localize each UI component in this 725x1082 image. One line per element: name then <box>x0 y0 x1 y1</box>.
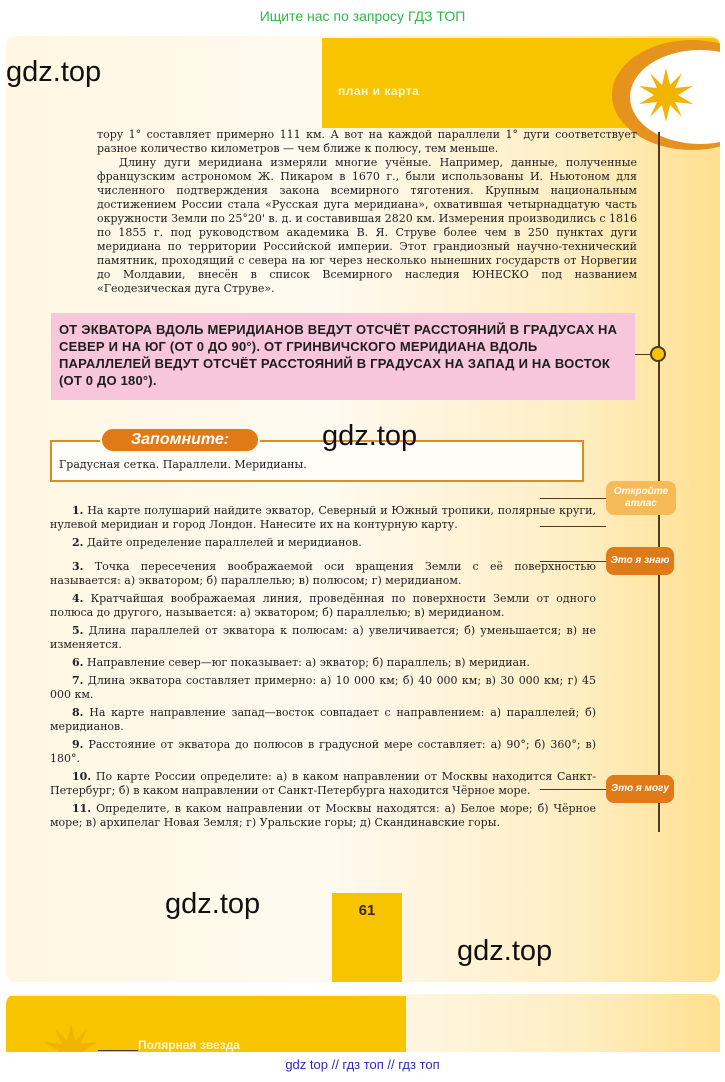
question-text: На карте направление запад—восток совпадает с направлением: а) параллелей; б) меридианов. <box>50 706 596 733</box>
question-number: 3. <box>72 560 84 573</box>
paragraph: тору 1° составляет примерно 111 км. А вот на каждой параллели 1° дуги соответствует разное количество километров — чем ближе к полюсу, тем меньше. <box>97 128 637 155</box>
section-title: план и карта <box>338 84 420 98</box>
sun-icon <box>44 1024 98 1054</box>
question-item <box>50 624 596 652</box>
question-text: Длина параллелей от экватора к полюсам: а) увеличивается; б) уменьшается; в) не изменяется. <box>50 624 596 651</box>
question-number: 9. <box>72 738 84 751</box>
i-can-tag: Это я могу <box>606 775 674 803</box>
question-item <box>50 674 596 702</box>
question-item <box>50 560 596 588</box>
question-text: Дайте определение параллелей и меридианов. <box>86 536 362 549</box>
next-page-connector <box>98 1050 138 1051</box>
search-hint-banner: Ищите нас по запросу ГДЗ ТОП <box>259 8 466 24</box>
question-text: Кратчайшая воображаемая линия, проведённая по поверхности Земли от одного полюса до другого, называется: а) экватором; б) параллелью; в) меридианом. <box>50 592 597 619</box>
question-number: 1. <box>72 504 84 517</box>
next-page-title: Полярная звезда <box>138 1038 240 1052</box>
question-text: Расстояние от экватора до полюсов в градусной мере составляет: а) 90°; б) 360°; в) 180°. <box>50 738 597 765</box>
question-item <box>50 592 596 620</box>
question-text: По карте России определите: а) в каком направлении от Москвы находится Санкт-Петербург; б) в каком направлении от Санкт-Петербурга находится Чёрное море. <box>50 770 596 797</box>
question-item <box>50 738 596 766</box>
body-text <box>97 128 637 296</box>
question-text: Направление север—юг показывает: а) экватор; б) параллель; в) меридиан. <box>86 656 530 669</box>
question-text: Точка пересечения воображаемой оси вращения Земли с её поверхностью называется: а) экватором; б) параллелью; в) полюсом; г) меридианом. <box>50 560 597 587</box>
rule-connector <box>635 354 651 355</box>
question-number: 8. <box>72 706 84 719</box>
question-item <box>50 706 596 734</box>
watermark: gdz.top <box>165 888 261 920</box>
question-item <box>50 536 596 550</box>
question-number: 10. <box>72 770 92 783</box>
question-number: 7. <box>72 674 84 687</box>
atlas-connector <box>540 498 608 499</box>
rule-box <box>51 313 635 400</box>
question-text: Определите, в каком направлении от Москвы находятся: а) Белое море; б) Чёрное море; в) архипелаг Новая Земля; г) Уральские горы; д) Скандинавские горы. <box>50 802 596 829</box>
next-page-preview <box>6 994 720 1054</box>
margin-dot <box>650 346 666 362</box>
watermark: gdz.top <box>6 56 102 88</box>
open-atlas-tag: Откройте атлас <box>606 481 676 515</box>
i-know-tag: Это я знаю <box>606 547 674 575</box>
question-list <box>50 504 596 834</box>
question-number: 4. <box>72 592 84 605</box>
remember-label: Запомните: <box>100 427 260 453</box>
question-item <box>50 656 596 670</box>
watermark: gdz.top <box>322 420 418 452</box>
watermark: gdz.top <box>457 935 553 967</box>
question-number: 11. <box>72 802 92 815</box>
question-text: Длина экватора составляет примерно: а) 10 000 км; б) 40 000 км; в) 30 000 км; г) 45 000 км. <box>50 674 597 701</box>
question-item <box>50 802 596 830</box>
question-text: На карте полушарий найдите экватор, Северный и Южный тропики, полярные круги, нулевой меридиан и город Лондон. Нанесите их на контурную карту. <box>50 504 596 531</box>
page-number: 61 <box>358 902 376 919</box>
paragraph: Длину дуги меридиана измеряли многие учёные. Например, данные, полученные французским астрономом Ж. Пикаром в 1670 г., были использованы И. Ньютоном для численного подтверждения закона всемирного тяготения. Крупным национальным достижением России стала «Русская дуга меридиана», охватившая четырнадцатую часть окружности Земли по 25°20' в. д. и составившая 2820 км. Измерения производились с 1816 по 1855 г. под руководством академика В. Я. Струве более чем в 250 пунктах дуги меридиана по территории Российской империи. Этот грандиозный научно-технический памятник, проходящий с севера на юг через несколько нынешних государств от Норвегии до Молдавии, внесён в список Всемирного наследия ЮНЕСКО под названием «Геодезическая дуга Струве». <box>97 156 637 295</box>
question-number: 2. <box>72 536 84 549</box>
remember-text: Градусная сетка. Параллели. Меридианы. <box>59 458 307 471</box>
question-item <box>50 770 596 798</box>
sun-icon <box>639 68 693 122</box>
question-number: 5. <box>72 624 84 637</box>
question-item <box>50 504 596 532</box>
question-number: 6. <box>72 656 84 669</box>
rule-text: ОТ ЭКВАТОРА ВДОЛЬ МЕРИДИАНОВ ВЕДУТ ОТСЧЁТ РАССТОЯНИЙ В ГРАДУСАХ НА СЕВЕР И НА ЮГ (ОТ 0 ДО 90°). ОТ ГРИНВИЧСКОГО МЕРИДИАНА ВДОЛЬ ПАРАЛЛЕЛЕЙ ВЕДУТ ОТСЧЁТ РАССТОЯНИЙ В ГРАДУСАХ НА ЗАПАД И НА ВОСТОК (ОТ 0 ДО 180°). <box>59 322 618 388</box>
textbook-page <box>6 36 720 982</box>
footer-links: gdz top // гдз топ // гдз топ <box>0 1052 725 1082</box>
